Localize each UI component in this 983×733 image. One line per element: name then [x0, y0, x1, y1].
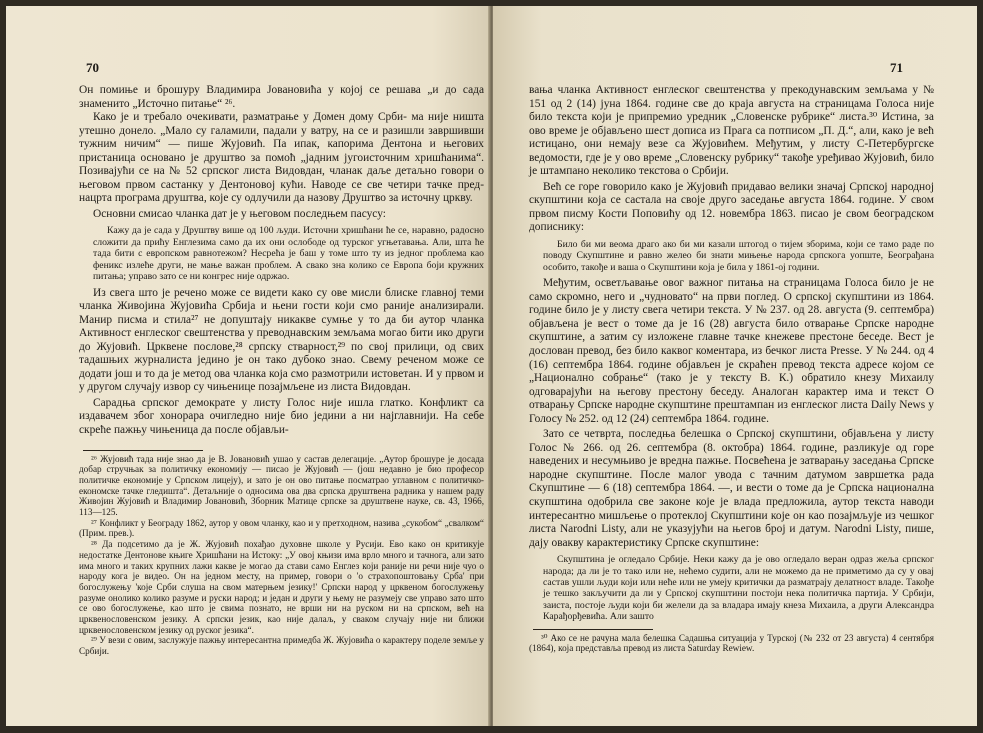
paragraph: Из свега што је речено може се видети како су ове мисли блиске главној теми чланка Живојина Жујовића Србија и њени гости који смо раније анализирали. Манир писма и стила²⁷ не допуштају никакве сумње у то да би аутор чланка Активност енглеског свештенства у преводнавским земљама могао бити ико други до Жујовић. Црквене послове,²⁸ српску стварност,²⁹ по свој прилици, од свих тадашњих журналиста једино је он тако дубоко знао. Свему реченом може се додати још и то да је метод ова чланка која смо размотрили истоветан. И у првом и у другом случају извор су чињенице позајмљене из листа Видовдан.	[79, 286, 484, 394]
footnotes	[79, 454, 484, 657]
page-number: 70	[86, 60, 99, 75]
footnote: ²⁹ У вези с овим, заслужује пажњу интересантна примедба Ж. Жујовића о карактеру поделе земље у Србији.	[79, 635, 484, 657]
quote-text: Било би ми веома драго ако би ми казали штогод о тијем зборима, који се тамо раде по поводу Скупштине и равно желео би знати мињење народа српскога уопште, Београђана особито, такође и ваша о Скупштини која је била у 1861-ој години.	[543, 239, 934, 273]
footnotes	[529, 633, 934, 654]
block-quote	[529, 239, 934, 273]
quote-text: Кажу да је сада у Друштву више од 100 људи. Источни хришћани ће се, наравно, радосно сложити да прићу Енглезима само да их они ослободе од турског угњетавања. Али, шта ће тада бити с европском равнотежом? Несрећа је баш у томе што ту из једног проблема као феникс излеће други, не мање важан проблем. А свако зна колико се Европа боји кружних питања; управо зато се ни конгрес није одржао.	[93, 225, 484, 283]
block-quote	[529, 554, 934, 622]
page-number: 71	[890, 60, 903, 75]
paragraph: Како је и требало очекивати, разматрање у Домен дому Срби- ма није ништа утешно донело. „Мало су галамили, падали у ватру, на се и разишли завршивши тужним ничим“ — пише Жујовић. Па ипак, капорима Дентона и његових пристаница основано је друштво за помоћ „јадним југоисточним хришћанима“. Позивајући се на № 52 српског листа Видовдан, чланак даље детаљно говори о његовом првом састанку у Дентоновој кући. Наводе се све четири тачке пред- нацрта програма друштва, које су одлучили да назову Друштво за источну цркву.	[79, 111, 484, 205]
paragraph: Основни смисао чланка дат је у његовом последњем пасусу:	[93, 207, 386, 220]
footnote: ²⁸ Да подсетимо да је Ж. Жујовић похађао духовне школе у Русији. Ево како он критикује недостатке Дентонове књиге Хришћани на Истоку: „У овој књизи има врло много и тачнога, али зато има много и таких крупних лажи какве је могао да стави само Енглез који раније ни речи није чуо о народу кога је видео. Он на једном месту, на пример, говори о 'о страхопоштовању Срба' при богослужењу 'које Срби слуша на свом матерњем језику!' Српски народ у црквеном богослужењу разуме онолико колико разуме и руски народ; и један и други у њему не разумеју све управо зато што се ово богослужење, као што је свима познато, не врши ни на руском ни на српском, већ на црквенословенском језику. А српски језик, као није далаљ, у сваком случају није ни ближи црквенословенском језику од руског језика“.	[79, 539, 484, 635]
footnote: ³⁰ Ако се не рачуна мала белешка Садашња ситуација у Турској (№ 232 от 23 августа) 4 сентября (1864), која представља превод из листа Saturday Rewiew.	[529, 632, 934, 654]
footnote-rule	[83, 450, 203, 451]
footnote-rule	[533, 629, 653, 630]
footnote: ²⁷ Конфликт у Београду 1862, аутор у овом чланку, као и у претходном, назива „сукобом“ „свалком“ (Прим. прев.).	[79, 517, 484, 539]
paragraph: Он помиње и брошуру Владимира Јовановића у којој се решава „и до сада знаменито „Источно питање“ ²⁶.	[79, 84, 484, 110]
paragraph: Већ се горе говорило како је Жујовић придавао велики значај Српској народној скупштини која се састала на своје друго заседање августа 1864. године. У свом првом писму Кости Поповићу од 12. новембра 1863. писао је свом београдском дописнику:	[529, 180, 934, 234]
left-page	[6, 6, 490, 726]
right-page-body	[529, 84, 934, 654]
paragraph: Међутим, осветљавање овог важног питања на страницама Голоса било је не само скромно, него и „чудновато“ на први поглед. О српској скупштини из 1864. године било је у листу свега четири текста. У № 237. од 28. августа (9. септембра) објављена је вест о томе да је 16 (28) августа било отварање Српске народне скупштине, а затим су изложене главне тачке кнежеве престоне беседе. Вест је дослован превод, без било каквог коментара, из бечког листа Presse. У № 244. од 4 (16) септембра 1864. године објављен је скраћен превод текста адресе којом се „Национално собрање“ (тако је у тексту В. К.) обратило кнезу Михаилу одговарајући на његову престону беседу. Аналоган карактер има и текст О отварању Српске народне скупштине прештампан из енглеског листа Daily News у Голосу № 252. од 12 (24) септембра 1864. године.	[529, 277, 934, 425]
quote-text: Скупштина је огледало Србије. Неки кажу да је ово огледало веран одраз жеља српског народа; да ли је то тако или не, нећемо судити, али не можемо да не приметимо да су у овај састав ушли људи који или неће или не умеју критички да разматрају делатност владе. Такође је тешко закључити да ли у Српској скупштини постоји нека политичка партија. У Србији, заиста, постоје људи који би желели да за владара имају кнеза Михаила, а други Александра Карађорђевића. Али зашто	[543, 554, 934, 623]
paragraph: Зато се четврта, последња белешка о Српској скупштини, објављена у листу Голос № 266. од 26. септембра (8. октобра) 1864. године, разликује од горе наведених и несумњиво је вредна пажње. Посвећена је затварању заседања Српске народне скупштине. После малог увода с тачним датумом завршетка рада Скупштине — 6 (18) септембра 1864. —, и вести о томе да је Српска национална скупштина одобрила све законе које је влада предложила, аутор текста наводи интересантно мишљење о протеклој Скупштини које он као позајмљује из чешког листа Narodni Listy, али не указујући на његов број и датум. Narodni Listy, пише, дају овакву карактеристику Српске скупштине:	[529, 428, 934, 549]
paragraph: вања чланка Активност енглеског свештенства у прекодунавским земљама у № 151 од 2 (14) јуна 1864. године све до краја августа на страницама Голоса није било текста који је припремио уредник „Словенске рубрике“ листа.³⁰ Истина, за ово време је објављено шест дописа из Прага са потписом „П. Д.“, али, како је већ истицано, они немају везе са Жујовићем. Међутим, у листу С-Петербургске ведомости, где је у ово време „Словенску рубрику“ такође уређивао Жујовић, било је штампано неколико текстова о Србији.	[529, 84, 934, 178]
block-quote	[79, 225, 484, 282]
footnote: ²⁶ Жујовић тада није знао да је В. Јовановић ушао у састав делегације. „Аутор брошуре је досада добар стручњак за политичку економију — писао је Жујовић — (још недавно је био професор политичке економије у Српском лицеју), и зато је он ово питање посматрао углавном с политичко-економске тачке гледишта“. Детаљније о односима ова два српска друштвена радника у нашем раду Живојин Жујовић и Владимир Јовановић, Зборник Матице српске за друштвене науке, св. 43, 1966, 113—125.	[79, 453, 484, 518]
left-page-body	[79, 84, 484, 657]
paragraph: Сарадња српског демократе у листу Голос није ишла глатко. Конфликт са издавачем због хонорара очигледно није био једини а ни најглавнији. На себе скреће пажњу чињеница да после објављи-	[79, 396, 484, 436]
right-page	[493, 6, 977, 726]
